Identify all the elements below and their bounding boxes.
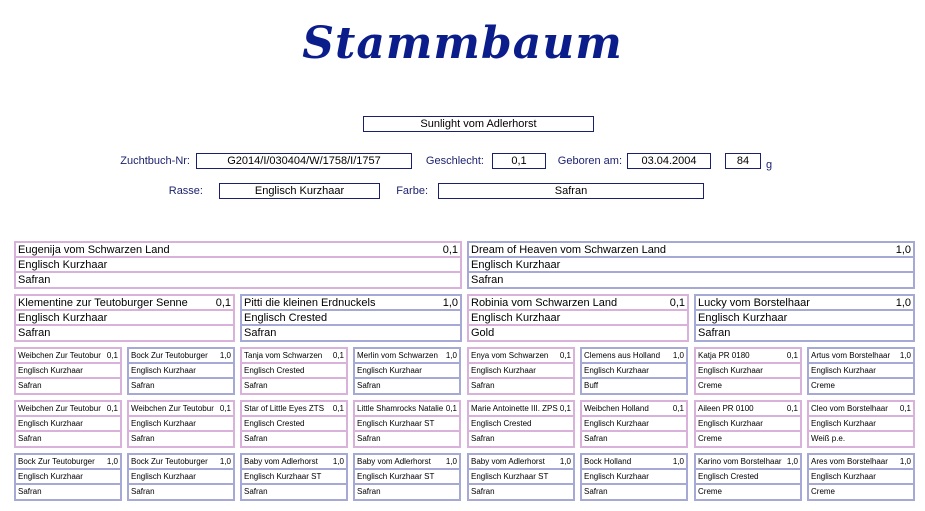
- dog-color: Safran: [244, 381, 268, 390]
- dog-name: Robinia vom Schwarzen Land: [471, 297, 618, 309]
- dog-sex: 0,1: [559, 402, 571, 416]
- dog-name: Karino vom Borstelhaar: [698, 457, 782, 466]
- dog-sex: 0,1: [219, 402, 231, 416]
- dog-sex: 1,0: [672, 349, 684, 363]
- dog-color: Safran: [131, 487, 155, 496]
- dog-name: Merlin vom Schwarzen: [357, 351, 438, 360]
- pedigree-card-father[interactable]: [467, 241, 915, 289]
- farbe-label: Farbe:: [396, 185, 428, 197]
- dog-sex: 1,0: [559, 455, 571, 469]
- dog-breed: Englisch Kurzhaar: [469, 258, 913, 273]
- dog-breed: Englisch Kurzhaar: [809, 364, 913, 379]
- zuchtbuch-field[interactable]: G2014/I/030404/W/1758/I/1757: [196, 153, 412, 169]
- dog-color: Creme: [698, 434, 723, 443]
- dog-name: Tanja vom Schwarzen: [244, 351, 323, 360]
- pedigree-card-ancestor[interactable]: [694, 400, 802, 448]
- dog-breed: Englisch Kurzhaar: [469, 364, 573, 379]
- pedigree-card-ancestor[interactable]: [14, 453, 122, 501]
- dog-name: Pitti die kleinen Erdnuckels: [244, 297, 376, 309]
- rasse-label: Rasse:: [168, 185, 203, 197]
- dog-breed: Englisch Kurzhaar: [129, 364, 233, 379]
- pedigree-card-ancestor[interactable]: [580, 347, 688, 395]
- dog-sex: 0,1: [669, 297, 685, 309]
- dog-sex: 1,0: [445, 455, 457, 469]
- pedigree-card-ancestor[interactable]: [127, 347, 235, 395]
- dog-breed: Englisch Crested: [242, 311, 460, 326]
- dog-name: Enya vom Schwarzen: [471, 351, 549, 360]
- pedigree-card-ancestor[interactable]: [240, 347, 348, 395]
- pedigree-card-ancestor[interactable]: [467, 400, 575, 448]
- pedigree-card-ancestor[interactable]: [353, 347, 461, 395]
- dog-name: Star of Little Eyes ZTS: [244, 404, 325, 413]
- dog-name: Weibchen Holland: [584, 404, 649, 413]
- dog-sex: 1,0: [672, 455, 684, 469]
- dog-sex: 0,1: [332, 402, 344, 416]
- dog-color: Safran: [131, 381, 155, 390]
- pedigree-card-ancestor[interactable]: [807, 347, 915, 395]
- geschlecht-label: Geschlecht:: [425, 155, 484, 167]
- dog-breed: Englisch Kurzhaar: [129, 417, 233, 432]
- dog-color: Creme: [698, 381, 723, 390]
- dog-sex: 0,1: [899, 402, 911, 416]
- pedigree-card-ancestor[interactable]: [353, 453, 461, 501]
- pedigree-card-ancestor[interactable]: [580, 400, 688, 448]
- dog-name: Little Shamrocks Natalie: [357, 404, 444, 413]
- dog-breed: Englisch Kurzhaar: [696, 364, 800, 379]
- pedigree-card-grandparent[interactable]: [14, 294, 235, 342]
- dog-color: Safran: [18, 434, 42, 443]
- dog-sex: 1,0: [895, 297, 911, 309]
- dog-sex: 1,0: [106, 455, 118, 469]
- dog-breed: Englisch Kurzhaar: [16, 258, 460, 273]
- dog-color: Safran: [18, 381, 42, 390]
- gewicht-unit: g: [766, 159, 773, 171]
- dog-color: Safran: [471, 434, 495, 443]
- pedigree-card-ancestor[interactable]: [14, 347, 122, 395]
- pedigree-card-ancestor[interactable]: [807, 453, 915, 501]
- dog-breed: Englisch Kurzhaar: [16, 417, 120, 432]
- dog-breed: Englisch Crested: [242, 364, 346, 379]
- dog-color: Buff: [584, 381, 599, 390]
- dog-breed: Englisch Kurzhaar: [696, 417, 800, 432]
- dog-sex: 1,0: [899, 455, 911, 469]
- dog-name: Marie Antoinette III. ZPS: [471, 404, 558, 413]
- pedigree-card-ancestor[interactable]: [14, 400, 122, 448]
- dog-sex: 0,1: [106, 402, 118, 416]
- dog-breed: Englisch Kurzhaar: [809, 417, 913, 432]
- dog-color: Safran: [244, 434, 268, 443]
- dog-name-field[interactable]: Sunlight vom Adlerhorst: [363, 116, 594, 132]
- dog-breed: Englisch Kurzhaar: [469, 311, 687, 326]
- dog-color: Gold: [471, 327, 495, 339]
- dog-breed: Englisch Kurzhaar: [355, 364, 459, 379]
- gewicht-field[interactable]: 84: [725, 153, 761, 169]
- farbe-field[interactable]: Safran: [438, 183, 704, 199]
- dog-color: Safran: [357, 434, 381, 443]
- dog-breed: Englisch Kurzhaar: [582, 417, 686, 432]
- page-title: Stammbaum: [302, 18, 623, 69]
- dog-name: Aileen PR 0100: [698, 404, 754, 413]
- dog-name: Bock Zur Teutoburger: [131, 351, 208, 360]
- dog-color: Safran: [357, 381, 381, 390]
- dog-name: Bock Holland: [584, 457, 632, 466]
- dog-sex: 0,1: [442, 244, 458, 256]
- dog-name: Weibchen Zur Teutobur: [18, 404, 101, 413]
- dog-color: Safran: [18, 327, 51, 339]
- dog-color: Weiß p.e.: [811, 434, 846, 443]
- pedigree-card-ancestor[interactable]: [694, 347, 802, 395]
- dog-color: Creme: [698, 487, 723, 496]
- dog-color: Safran: [471, 487, 495, 496]
- dog-name: Baby vom Adlerhorst: [471, 457, 545, 466]
- pedigree-card-ancestor[interactable]: [580, 453, 688, 501]
- dog-sex: 0,1: [786, 402, 798, 416]
- dog-color: Safran: [584, 487, 608, 496]
- dog-breed: Englisch Kurzhaar: [582, 364, 686, 379]
- dog-name: Lucky vom Borstelhaar: [698, 297, 810, 309]
- dog-color: Creme: [811, 381, 836, 390]
- dog-sex: 1,0: [442, 297, 458, 309]
- dog-breed: Englisch Kurzhaar: [582, 470, 686, 485]
- dog-name: Eugenija vom Schwarzen Land: [18, 244, 170, 256]
- dog-sex: 0,1: [672, 402, 684, 416]
- dog-color: Safran: [244, 487, 268, 496]
- dog-breed: Englisch Kurzhaar: [809, 470, 913, 485]
- pedigree-card-grandparent[interactable]: [694, 294, 915, 342]
- dog-breed: Englisch Kurzhaar ST: [355, 470, 459, 485]
- dog-breed: Englisch Kurzhaar ST: [355, 417, 459, 432]
- dog-name: Weibchen Zur Teutobur: [18, 351, 101, 360]
- dog-breed: Englisch Kurzhaar: [696, 311, 913, 326]
- dog-name: Bock Zur Teutoburger: [131, 457, 208, 466]
- dog-breed: Englisch Kurzhaar: [16, 364, 120, 379]
- dog-name: Klementine zur Teutoburger Senne: [18, 297, 188, 309]
- dog-sex: 1,0: [219, 349, 231, 363]
- dog-sex: 0,1: [332, 349, 344, 363]
- pedigree-card-ancestor[interactable]: [127, 400, 235, 448]
- dog-sex: 1,0: [895, 244, 911, 256]
- dog-name: Baby vom Adlerhorst: [244, 457, 318, 466]
- dog-breed: Englisch Crested: [469, 417, 573, 432]
- dog-color: Safran: [244, 327, 277, 339]
- dog-name: Cleo vom Borstelhaar: [811, 404, 888, 413]
- rasse-field[interactable]: Englisch Kurzhaar: [219, 183, 380, 199]
- dog-sex: 1,0: [219, 455, 231, 469]
- dog-sex: 0,1: [445, 402, 457, 416]
- dog-color: Safran: [18, 274, 51, 286]
- dog-color: Safran: [698, 327, 731, 339]
- dog-sex: 1,0: [332, 455, 344, 469]
- pedigree-card-ancestor[interactable]: [127, 453, 235, 501]
- pedigree-card-ancestor[interactable]: [467, 347, 575, 395]
- dog-breed: Englisch Crested: [242, 417, 346, 432]
- dog-breed: Englisch Kurzhaar: [16, 311, 233, 326]
- dog-breed: Englisch Kurzhaar: [129, 470, 233, 485]
- dog-color: Safran: [357, 487, 381, 496]
- dog-breed: Englisch Kurzhaar ST: [242, 470, 346, 485]
- dog-name: Ares vom Borstelhaar: [811, 457, 888, 466]
- pedigree-card-ancestor[interactable]: [467, 453, 575, 501]
- dog-name: Baby vom Adlerhorst: [357, 457, 431, 466]
- pedigree-card-ancestor[interactable]: [353, 400, 461, 448]
- dog-name: Dream of Heaven vom Schwarzen Land: [471, 244, 667, 256]
- zuchtbuch-label: Zuchtbuch-Nr:: [120, 155, 190, 167]
- geboren-label: Geboren am:: [557, 155, 622, 167]
- pedigree-card-grandparent[interactable]: [240, 294, 462, 342]
- dog-color: Safran: [18, 487, 42, 496]
- dog-breed: Englisch Crested: [696, 470, 800, 485]
- dog-sex: 0,1: [786, 349, 798, 363]
- geschlecht-field[interactable]: 0,1: [492, 153, 546, 169]
- dog-breed: Englisch Kurzhaar: [16, 470, 120, 485]
- dog-sex: 1,0: [786, 455, 798, 469]
- dog-color: Safran: [471, 274, 504, 286]
- dog-color: Safran: [131, 434, 155, 443]
- dog-sex: 1,0: [445, 349, 457, 363]
- pedigree-card-ancestor[interactable]: [807, 400, 915, 448]
- pedigree-card-ancestor[interactable]: [240, 400, 348, 448]
- dog-color: Creme: [811, 487, 836, 496]
- dog-name: Weibchen Zur Teutobur: [131, 404, 214, 413]
- dog-color: Safran: [471, 381, 495, 390]
- pedigree-card-mother[interactable]: [14, 241, 462, 289]
- pedigree-card-ancestor[interactable]: [240, 453, 348, 501]
- dog-sex: 0,1: [106, 349, 118, 363]
- dog-sex: 0,1: [215, 297, 231, 309]
- dog-sex: 1,0: [899, 349, 911, 363]
- dog-breed: Englisch Kurzhaar ST: [469, 470, 573, 485]
- dog-name: Clemens aus Holland: [584, 351, 661, 360]
- dog-name: Bock Zur Teutoburger: [18, 457, 95, 466]
- dog-name: Artus vom Borstelhaar: [811, 351, 891, 360]
- dog-name: Katja PR 0180: [698, 351, 750, 360]
- dog-color: Safran: [584, 434, 608, 443]
- pedigree-card-grandparent[interactable]: [467, 294, 689, 342]
- dog-sex: 0,1: [559, 349, 571, 363]
- pedigree-card-ancestor[interactable]: [694, 453, 802, 501]
- geboren-field[interactable]: 03.04.2004: [627, 153, 711, 169]
